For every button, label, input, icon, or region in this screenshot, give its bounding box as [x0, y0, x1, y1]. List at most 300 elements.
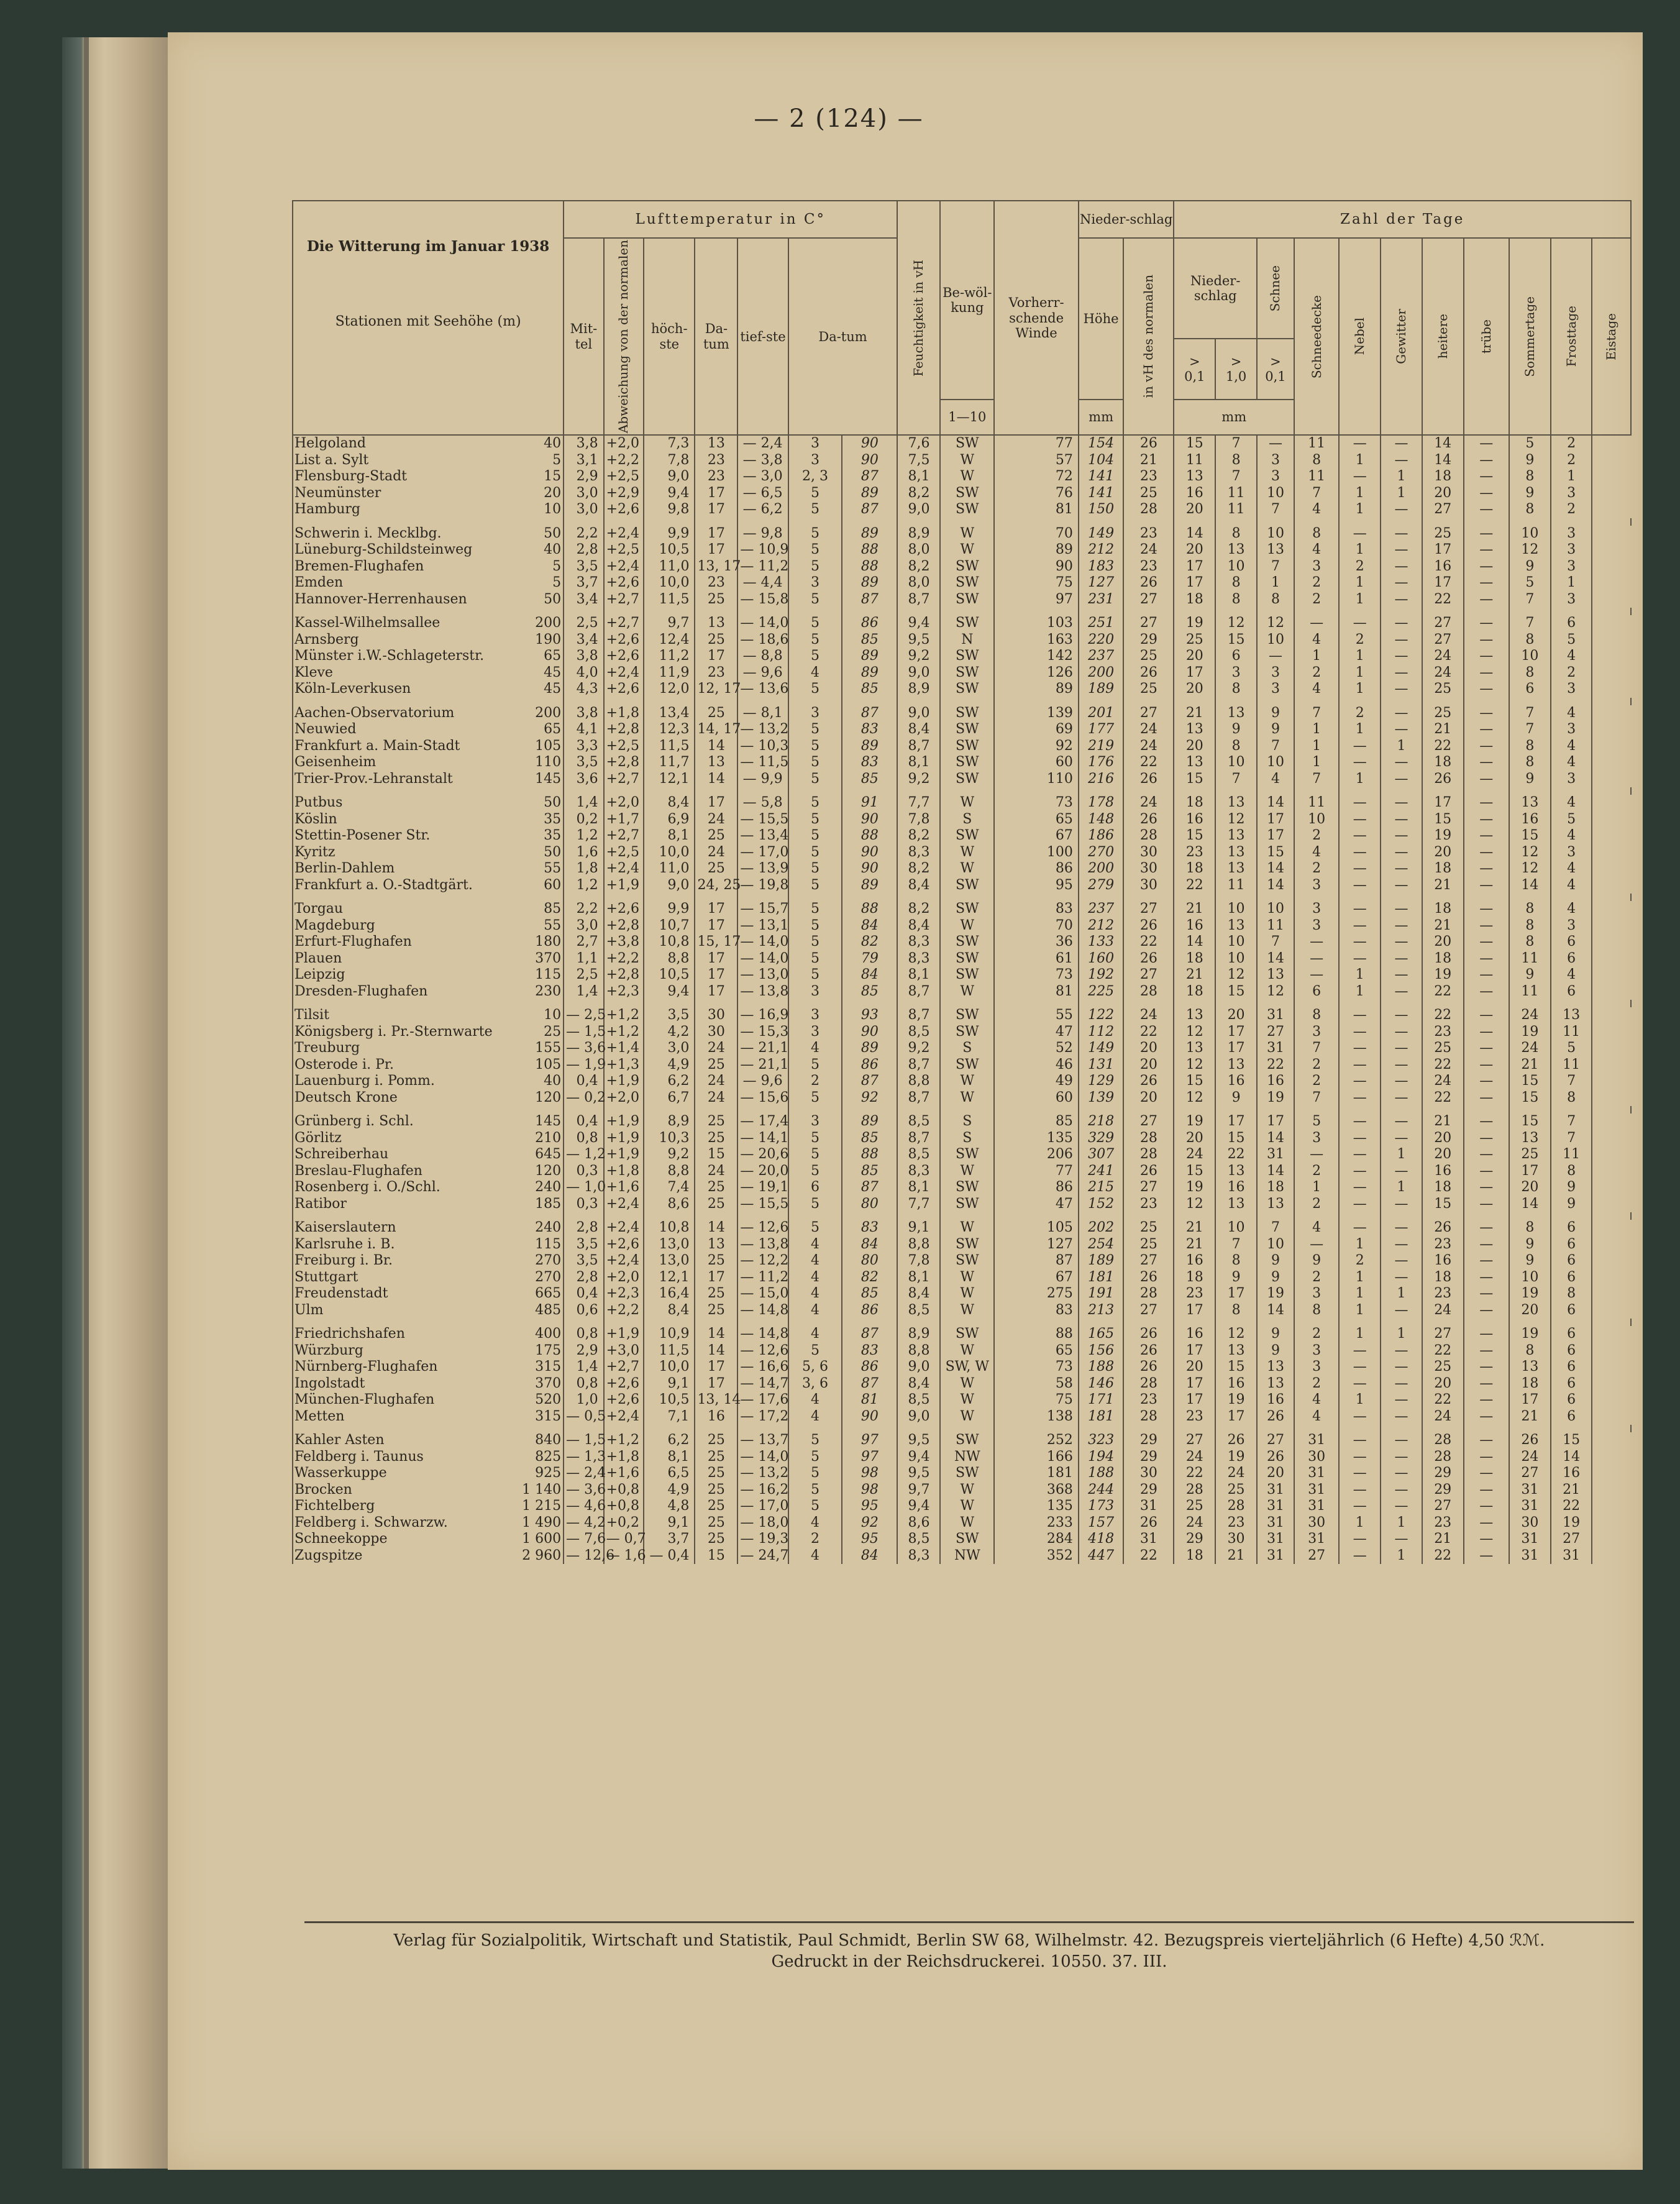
data-cell: 5 — [788, 681, 842, 698]
data-cell: 28 — [1123, 1130, 1174, 1147]
table-row — [293, 452, 1631, 469]
station-cell — [293, 435, 564, 452]
data-cell: 5 — [788, 615, 842, 632]
data-cell: 18 — [1422, 901, 1464, 918]
data-cell: 30 — [1123, 861, 1174, 877]
data-cell: 24 — [1123, 738, 1174, 755]
data-cell: 17 — [1215, 1409, 1257, 1425]
data-cell: SW — [940, 435, 994, 452]
data-cell: — — [1381, 435, 1422, 452]
gap-cell — [737, 1319, 788, 1326]
data-cell: — — [1294, 1237, 1339, 1253]
data-cell: — — [1381, 632, 1422, 649]
data-cell: +2,0 — [604, 1090, 644, 1107]
data-cell: 176 — [1079, 754, 1123, 771]
data-cell: 23 — [1123, 559, 1174, 575]
table-row — [293, 1073, 1631, 1090]
data-cell: 6,5 — [644, 1465, 695, 1482]
data-cell: — 14,0 — [737, 951, 788, 967]
data-cell: 323 — [1079, 1432, 1123, 1449]
station-name: Münster i.W.-Schlageterstr. — [294, 648, 485, 664]
station-cell — [293, 1286, 564, 1302]
gap-cell — [604, 1319, 644, 1326]
data-cell: W — [940, 795, 994, 812]
data-cell: +2,0 — [604, 795, 644, 812]
station-name: Geisenheim — [294, 754, 377, 770]
data-cell: 11 — [1294, 469, 1339, 485]
data-cell: — — [1339, 1376, 1381, 1392]
data-cell: 28 — [1123, 1376, 1174, 1392]
data-cell: +2,7 — [604, 615, 644, 632]
data-cell: — 24,7 — [737, 1548, 788, 1565]
data-cell: 10 — [1215, 901, 1257, 918]
data-cell: 25 — [1123, 1220, 1174, 1237]
station-cell — [293, 1269, 564, 1286]
data-cell: 103 — [994, 615, 1079, 632]
data-cell: +2,4 — [604, 1409, 644, 1425]
data-cell: 10 — [1215, 951, 1257, 967]
gap-cell — [737, 1425, 788, 1432]
station-cell — [293, 1432, 564, 1449]
gap-cell — [1381, 698, 1422, 705]
data-cell: — 17,0 — [737, 844, 788, 861]
data-cell: 16 — [1174, 485, 1215, 502]
gap-cell — [1079, 1319, 1123, 1326]
data-cell: 24 — [1123, 721, 1174, 738]
data-cell: 3 — [1215, 665, 1257, 682]
data-cell: W — [940, 1163, 994, 1180]
data-cell: 10 — [1215, 934, 1257, 951]
station-cell — [293, 485, 564, 502]
data-cell: 9 — [1294, 1253, 1339, 1269]
data-cell: — — [1339, 1531, 1381, 1548]
data-cell: 1 — [1381, 485, 1422, 502]
data-cell: 9,9 — [644, 526, 695, 542]
data-cell: 90 — [842, 1024, 897, 1041]
data-cell: — — [1464, 526, 1509, 542]
data-cell: 10,5 — [644, 542, 695, 559]
data-cell: — — [1464, 1359, 1509, 1376]
data-cell: 5 — [788, 1057, 842, 1074]
data-cell: 25 — [1215, 1482, 1257, 1499]
data-cell: — — [1339, 1090, 1381, 1107]
table-row — [293, 771, 1631, 788]
data-cell: 10 — [1509, 1269, 1551, 1286]
data-cell: — — [1464, 1024, 1509, 1041]
data-cell: 4 — [1551, 877, 1592, 894]
gap-cell — [695, 1425, 737, 1432]
data-cell: 7 — [1509, 721, 1551, 738]
gap-cell — [1079, 608, 1123, 615]
data-cell: 9,0 — [897, 705, 940, 722]
data-cell: 0,8 — [564, 1326, 604, 1343]
data-cell: 3,0 — [564, 501, 604, 518]
footer-publisher: Verlag für Sozialpolitik, Wirtschaft und Statistik, Paul Schmidt, Berlin SW 68, Wilhelmstr. 42. Bezugspreis vierteljährlich (6 Hefte) 4,50 ℛℳ. — [393, 1931, 1545, 1950]
data-cell: 8,7 — [897, 592, 940, 608]
gap-cell — [1079, 1425, 1123, 1432]
data-cell: 13 — [1215, 844, 1257, 861]
gap-cell — [1464, 1106, 1509, 1113]
data-cell: 25 — [695, 1531, 737, 1548]
gap-cell — [644, 1000, 695, 1007]
data-cell: 1,2 — [564, 877, 604, 894]
data-cell: — 11,5 — [737, 754, 788, 771]
data-cell: 3 — [1294, 1359, 1339, 1376]
data-cell: 1,4 — [564, 795, 604, 812]
data-cell: 5 — [788, 812, 842, 828]
data-cell: SW — [940, 559, 994, 575]
data-cell: 3 — [788, 575, 842, 592]
data-cell: 25 — [1123, 648, 1174, 665]
data-cell: 11 — [1551, 1024, 1592, 1041]
gap-cell — [1123, 608, 1174, 615]
data-cell: 3 — [1294, 1286, 1339, 1302]
gap-cell — [1294, 1212, 1339, 1220]
data-cell: 3,0 — [564, 918, 604, 935]
data-cell: 219 — [1079, 738, 1123, 755]
data-cell: 89 — [842, 575, 897, 592]
data-cell: 15 — [695, 1548, 737, 1565]
gap-cell — [1294, 894, 1339, 901]
gap-cell — [1339, 894, 1381, 901]
gap-cell — [293, 1212, 564, 1220]
data-cell: 19 — [1215, 1392, 1257, 1409]
group-gap — [293, 1106, 1631, 1113]
station-name: Kaiserslautern — [294, 1220, 396, 1236]
data-cell: 55 — [994, 1007, 1079, 1024]
data-cell: 89 — [842, 1113, 897, 1130]
gap-cell — [1079, 787, 1123, 795]
data-cell: 10,0 — [644, 1359, 695, 1376]
data-cell: — 1,6 — [604, 1548, 644, 1565]
data-cell: 8,5 — [897, 1392, 940, 1409]
data-cell: 13 — [1215, 918, 1257, 935]
data-cell: +1,8 — [604, 705, 644, 722]
data-cell: 12, 17 — [695, 681, 737, 698]
data-cell: SW — [940, 1237, 994, 1253]
gap-cell — [1339, 1106, 1381, 1113]
data-cell: 26 — [1123, 1359, 1174, 1376]
data-cell: 15 — [1215, 1359, 1257, 1376]
station-altitude: 315 — [535, 1359, 562, 1375]
feuchtigkeit-label: Feuchtigkeit in vH — [911, 259, 926, 377]
data-cell: 16 — [1215, 1179, 1257, 1196]
data-cell: 26 — [1123, 951, 1174, 967]
data-cell: 1 — [1339, 1237, 1381, 1253]
data-cell: 3,5 — [564, 1253, 604, 1269]
data-cell: NW — [940, 1548, 994, 1565]
data-cell: 6 — [1215, 648, 1257, 665]
data-cell: — — [1339, 1498, 1381, 1515]
data-cell: — — [1339, 1057, 1381, 1074]
data-cell: 12 — [1215, 615, 1257, 632]
data-cell: 90 — [842, 861, 897, 877]
data-cell: 5 — [788, 1498, 842, 1515]
data-cell: 9 — [1509, 485, 1551, 502]
station-cell — [293, 501, 564, 518]
gap-cell — [1509, 1319, 1551, 1326]
data-cell: — — [1339, 1343, 1381, 1360]
data-cell: — 13,1 — [737, 918, 788, 935]
data-cell: 8 — [1215, 526, 1257, 542]
data-cell: 22 — [1257, 1057, 1294, 1074]
schneedecke-header — [1294, 238, 1339, 435]
data-cell: 17 — [695, 501, 737, 518]
data-cell: +2,4 — [604, 861, 644, 877]
gap-cell — [1551, 1000, 1592, 1007]
data-cell: 131 — [1079, 1057, 1123, 1074]
data-cell: — 15,8 — [737, 592, 788, 608]
gap-cell — [842, 787, 897, 795]
gap-cell — [994, 1319, 1079, 1326]
data-cell: — — [1381, 1269, 1422, 1286]
data-cell: SW, W — [940, 1359, 994, 1376]
data-cell: SW — [940, 951, 994, 967]
data-cell: — — [1464, 1057, 1509, 1074]
data-cell: W — [940, 1286, 994, 1302]
table-row — [293, 435, 1631, 452]
data-cell: 28 — [1123, 1286, 1174, 1302]
data-cell: — — [1464, 1007, 1509, 1024]
data-cell: — — [1464, 542, 1509, 559]
data-cell: 28 — [1215, 1498, 1257, 1515]
data-cell: 85 — [842, 771, 897, 788]
data-cell: 15 — [1422, 1196, 1464, 1213]
data-cell: 23 — [1422, 1024, 1464, 1041]
data-cell: 14 — [1257, 795, 1294, 812]
gap-cell — [1294, 518, 1339, 526]
data-cell: 4 — [788, 1392, 842, 1409]
data-cell: 18 — [1422, 754, 1464, 771]
data-cell: 10,3 — [644, 1130, 695, 1147]
data-cell: — 15,5 — [737, 1196, 788, 1213]
data-cell: 100 — [994, 844, 1079, 861]
gap-cell — [1551, 787, 1592, 795]
data-cell: +3,0 — [604, 1343, 644, 1360]
data-cell: 5, 6 — [788, 1359, 842, 1376]
data-cell: 6 — [1551, 1392, 1592, 1409]
data-cell: 173 — [1079, 1498, 1123, 1515]
datum1-header: Da-tum — [695, 238, 737, 435]
station-cell — [293, 1073, 564, 1090]
data-cell: 133 — [1079, 934, 1123, 951]
data-cell: 10 — [1257, 754, 1294, 771]
table-row — [293, 575, 1631, 592]
data-cell: 8,2 — [897, 828, 940, 844]
data-cell: 30 — [1123, 1465, 1174, 1482]
data-cell: 8,3 — [897, 934, 940, 951]
data-cell: 90 — [842, 452, 897, 469]
data-cell: SW — [940, 1326, 994, 1343]
data-cell: 1 — [1339, 681, 1381, 698]
gap-cell — [1422, 1000, 1464, 1007]
data-cell: 84 — [842, 1237, 897, 1253]
data-cell: 11 — [1294, 795, 1339, 812]
station-altitude: 50 — [544, 525, 562, 541]
data-cell: — — [1464, 632, 1509, 649]
station-altitude: 55 — [544, 917, 562, 933]
table-row — [293, 681, 1631, 698]
data-cell: 24 — [1422, 1302, 1464, 1319]
gap-cell — [1123, 1000, 1174, 1007]
station-cell — [293, 559, 564, 575]
gap-cell — [737, 1212, 788, 1220]
data-cell: 4 — [1294, 542, 1339, 559]
station-name: Stuttgart — [294, 1269, 358, 1285]
gap-cell — [1381, 1425, 1422, 1432]
data-cell: 10 — [1509, 648, 1551, 665]
data-cell: 17 — [695, 1269, 737, 1286]
station-altitude: 400 — [535, 1326, 562, 1342]
data-cell: — — [1381, 795, 1422, 812]
data-cell: 2 — [1551, 452, 1592, 469]
table-row — [293, 705, 1631, 722]
data-cell: 4 — [1294, 1220, 1339, 1237]
data-cell: 23 — [1123, 1392, 1174, 1409]
gap-cell — [1509, 1212, 1551, 1220]
station-name: Neumünster — [294, 485, 381, 501]
data-cell: 9,2 — [897, 771, 940, 788]
gap-cell — [695, 698, 737, 705]
gap-cell — [604, 518, 644, 526]
data-cell: 10 — [1257, 526, 1294, 542]
station-altitude: 55 — [544, 861, 562, 877]
data-cell: SW — [940, 828, 994, 844]
data-cell: — 17,2 — [737, 1409, 788, 1425]
station-name: Arnsberg — [294, 631, 359, 647]
data-cell: — 3,6 — [564, 1040, 604, 1057]
station-cell — [293, 812, 564, 828]
table-row — [293, 1302, 1631, 1319]
station-name: Trier-Prov.-Lehranstalt — [294, 770, 453, 787]
data-cell: 17 — [1174, 559, 1215, 575]
data-cell: 8,5 — [897, 1146, 940, 1163]
gap-cell — [897, 608, 940, 615]
data-cell: 16 — [1422, 1163, 1464, 1180]
data-cell: 4 — [788, 1253, 842, 1269]
data-cell: — 16,6 — [737, 1359, 788, 1376]
data-cell: 9 — [1509, 452, 1551, 469]
data-cell: 7 — [1215, 1237, 1257, 1253]
station-altitude: 115 — [535, 967, 562, 983]
gap-cell — [842, 894, 897, 901]
gap-cell — [1422, 518, 1464, 526]
data-cell: — — [1381, 1040, 1422, 1057]
data-cell: 11 — [1174, 452, 1215, 469]
station-name: Emden — [294, 575, 344, 591]
data-cell: 16 — [1215, 1073, 1257, 1090]
station-altitude: 15 — [544, 469, 562, 485]
data-cell: 10,5 — [644, 1392, 695, 1409]
data-cell: 18 — [1174, 861, 1215, 877]
data-cell: 7 — [1294, 1040, 1339, 1057]
data-cell: 15 — [1422, 812, 1464, 828]
data-cell: 15 — [1174, 828, 1215, 844]
gap-cell — [994, 1106, 1079, 1113]
data-cell: 4 — [1551, 754, 1592, 771]
gap-cell — [1509, 1106, 1551, 1113]
data-cell: 3, 6 — [788, 1376, 842, 1392]
data-cell: 218 — [1079, 1113, 1123, 1130]
gap-cell — [1592, 1106, 1631, 1113]
gap-cell — [1294, 608, 1339, 615]
data-cell: 20 — [1123, 1040, 1174, 1057]
data-cell: 192 — [1079, 967, 1123, 984]
data-cell: 27 — [1123, 1113, 1174, 1130]
data-cell: 14 — [1174, 934, 1215, 951]
data-cell: +2,5 — [604, 542, 644, 559]
data-cell: — — [1464, 665, 1509, 682]
station-altitude: 175 — [535, 1342, 562, 1358]
data-cell: — — [1339, 828, 1381, 844]
data-cell: — 17,0 — [737, 1498, 788, 1515]
data-cell: +1,7 — [604, 812, 644, 828]
station-altitude: 270 — [535, 1269, 562, 1285]
data-cell: 20 — [1215, 1007, 1257, 1024]
data-cell: 31 — [1257, 1515, 1294, 1532]
data-cell: — — [1464, 1090, 1509, 1107]
station-altitude: 35 — [544, 811, 562, 827]
data-cell: +2,0 — [604, 435, 644, 452]
data-cell: 13 — [1215, 1343, 1257, 1360]
data-cell: 24 — [1174, 1146, 1215, 1163]
data-cell: 154 — [1079, 435, 1123, 452]
data-cell: +1,9 — [604, 1113, 644, 1130]
data-cell: +2,2 — [604, 1302, 644, 1319]
data-cell: — — [1464, 705, 1509, 722]
data-cell: 2 — [788, 1531, 842, 1548]
station-cell — [293, 452, 564, 469]
data-cell: 202 — [1079, 1220, 1123, 1237]
data-cell: 24 — [1422, 648, 1464, 665]
data-cell: 4 — [788, 1040, 842, 1057]
bewoelkung-header: Be-wöl-kung — [940, 201, 994, 400]
data-cell: +2,6 — [604, 901, 644, 918]
data-cell: 25 — [695, 632, 737, 649]
data-cell: +0,8 — [604, 1482, 644, 1499]
data-cell: 138 — [994, 1409, 1079, 1425]
group-gap — [293, 787, 1631, 795]
data-cell: 26 — [1422, 1220, 1464, 1237]
data-cell: W — [940, 1498, 994, 1515]
station-name: List a. Sylt — [294, 452, 369, 468]
gap-cell — [788, 1106, 842, 1113]
data-cell: 21 — [1215, 1548, 1257, 1565]
data-cell: 15 — [1551, 1432, 1592, 1449]
data-cell: — — [1464, 1515, 1509, 1532]
data-cell: 8 — [1509, 738, 1551, 755]
gap-cell — [1294, 1319, 1339, 1326]
data-cell: 27 — [1257, 1432, 1294, 1449]
data-cell: 93 — [842, 1007, 897, 1024]
data-cell: 9,2 — [897, 648, 940, 665]
data-cell: — — [1464, 559, 1509, 575]
data-cell: 11 — [1215, 501, 1257, 518]
data-cell: 7 — [1215, 469, 1257, 485]
data-cell: 10 — [1215, 559, 1257, 575]
data-cell: — — [1339, 861, 1381, 877]
data-cell: 25 — [695, 828, 737, 844]
data-cell: — — [1381, 681, 1422, 698]
data-cell: — 21,1 — [737, 1057, 788, 1074]
data-cell: — — [1464, 648, 1509, 665]
data-cell: 27 — [1123, 1253, 1174, 1269]
data-cell: 200 — [1079, 861, 1123, 877]
data-cell: 13, 14 — [695, 1392, 737, 1409]
data-cell: NW — [940, 1449, 994, 1466]
data-cell: 89 — [842, 526, 897, 542]
data-cell: 25 — [695, 1196, 737, 1213]
